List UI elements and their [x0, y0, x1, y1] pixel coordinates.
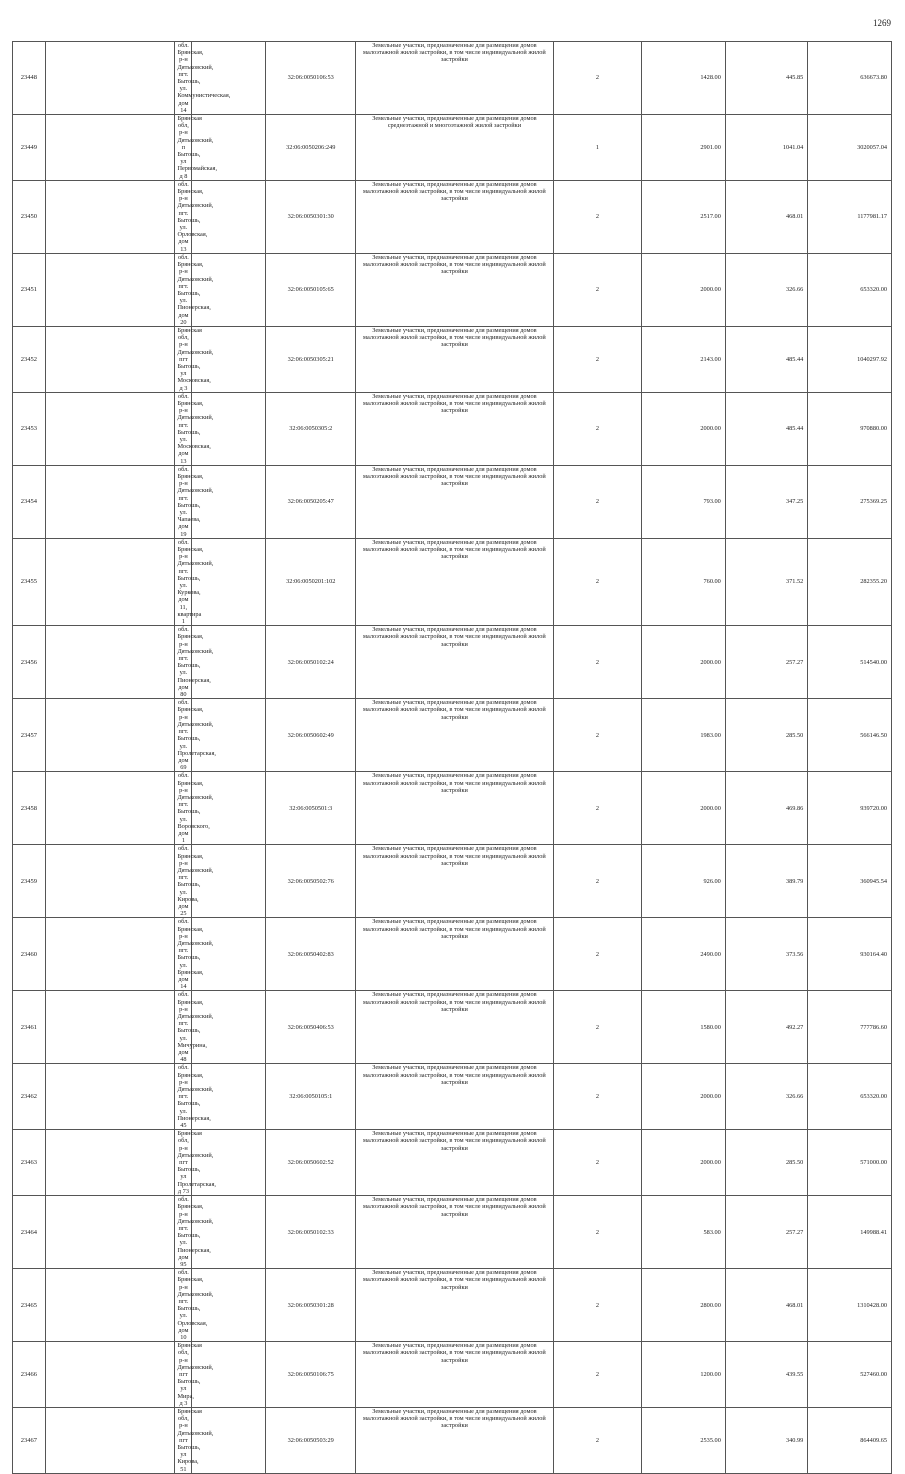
- empty-cell: [45, 42, 175, 115]
- row-cadastral-value: 571000.00: [808, 1130, 892, 1196]
- row-group-code: 2: [553, 845, 642, 918]
- row-land-purpose: Земельные участки, предназначенные для размещения домов малоэтажной жилой застройки, в том числе индивидуальной жилой застройки: [356, 1130, 554, 1196]
- row-cadastral-value: 970880.00: [808, 392, 892, 465]
- row-area: 583.00: [642, 1196, 726, 1269]
- row-group-code: 2: [553, 918, 642, 991]
- row-address: Брянская обл, р-н Дятьковский, пгт Бытошь, ул Московская, д 3: [175, 326, 192, 392]
- row-group-code: 2: [553, 1407, 642, 1473]
- row-group-code: 2: [553, 991, 642, 1064]
- empty-cell: [45, 626, 175, 699]
- row-address: обл. Брянская, р-н Дятьковский, пгт. Бытошь, ул. Пионерская, дом 20: [175, 253, 192, 326]
- row-id: 23452: [13, 326, 46, 392]
- row-land-purpose: Земельные участки, предназначенные для размещения домов малоэтажной жилой застройки, в том числе индивидуальной жилой застройки: [356, 326, 554, 392]
- empty-cell: [192, 1342, 266, 1408]
- empty-cell: [45, 1269, 175, 1342]
- row-address: обл. Брянская, р-н Дятьковский, пгт. Бытошь, ул. Орловская, дом 10: [175, 1269, 192, 1342]
- row-cadastral-value: 636673.80: [808, 42, 892, 115]
- row-cadastral-number: 32:06:0050406:53: [266, 991, 356, 1064]
- row-area: 1983.00: [642, 699, 726, 772]
- row-cadastral-number: 32:06:0050305:21: [266, 326, 356, 392]
- row-group-code: 2: [553, 465, 642, 538]
- row-cadastral-value: 275369.25: [808, 465, 892, 538]
- row-land-purpose: Земельные участки, предназначенные для размещения домов среднеэтажной и многоэтажной жилой застройки: [356, 115, 554, 181]
- row-address: Брянская обл, р-н Дятьковский, пгт Бытошь, ул Кирова, 51: [175, 1407, 192, 1473]
- row-specific-value: 485.44: [725, 392, 807, 465]
- row-address: обл. Брянская, р-н Дятьковский, пгт. Бытошь, ул. Мичурина, дом 48: [175, 991, 192, 1064]
- row-land-purpose: Земельные участки, предназначенные для размещения домов малоэтажной жилой застройки, в том числе индивидуальной жилой застройки: [356, 991, 554, 1064]
- row-id: 23467: [13, 1407, 46, 1473]
- row-cadastral-number: 32:06:0050102:33: [266, 1196, 356, 1269]
- row-group-code: 2: [553, 1130, 642, 1196]
- row-group-code: 2: [553, 1269, 642, 1342]
- row-cadastral-value: 527460.00: [808, 1342, 892, 1408]
- empty-cell: [45, 1342, 175, 1408]
- row-land-purpose: Земельные участки, предназначенные для размещения домов малоэтажной жилой застройки, в том числе индивидуальной жилой застройки: [356, 1196, 554, 1269]
- row-cadastral-value: 360945.54: [808, 845, 892, 918]
- row-cadastral-number: 32:06:0050205:47: [266, 465, 356, 538]
- table-row: [13, 538, 892, 625]
- row-group-code: 2: [553, 392, 642, 465]
- row-cadastral-number: 32:06:0050105:1: [266, 1064, 356, 1130]
- row-address: обл. Брянская, р-н Дятьковский, пгт. Бытошь, ул. Брянская, дом 14: [175, 918, 192, 991]
- empty-cell: [45, 180, 175, 253]
- empty-cell: [45, 1196, 175, 1269]
- row-cadastral-number: 32:06:0050206:249: [266, 115, 356, 181]
- row-area: 2535.00: [642, 1407, 726, 1473]
- row-address: обл. Брянская, р-н Дятьковский, пгт. Бытошь, ул. Куркова, дом 11, квартира 1: [175, 538, 192, 625]
- row-id: 23461: [13, 991, 46, 1064]
- row-group-code: 1: [553, 115, 642, 181]
- table-row: [13, 180, 892, 253]
- row-cadastral-number: 32:06:0050105:65: [266, 253, 356, 326]
- row-address: обл. Брянская, р-н Дятьковский, пгт. Бытошь, ул. Пионерская, дом 80: [175, 626, 192, 699]
- row-area: 2000.00: [642, 1064, 726, 1130]
- row-address: обл. Брянская, р-н Дятьковский, пгт. Бытошь, ул. Московская, дом 13: [175, 392, 192, 465]
- row-cadastral-number: 32:06:0050301:30: [266, 180, 356, 253]
- row-address: обл. Брянская, р-н Дятьковский, пгт. Бытошь, ул. Пролетарская, дом 69: [175, 699, 192, 772]
- row-id: 23466: [13, 1342, 46, 1408]
- row-land-purpose: Земельные участки, предназначенные для размещения домов малоэтажной жилой застройки, в том числе индивидуальной жилой застройки: [356, 1407, 554, 1473]
- row-specific-value: 326.66: [725, 253, 807, 326]
- row-id: 23450: [13, 180, 46, 253]
- row-cadastral-number: 32:06:0050305:2: [266, 392, 356, 465]
- row-address: Брянская обл, р-н Дятьковский, пгт Бытошь, ул Пролетарская, д 73: [175, 1130, 192, 1196]
- table-row: [13, 772, 892, 845]
- row-id: 23451: [13, 253, 46, 326]
- row-group-code: 2: [553, 1064, 642, 1130]
- row-group-code: 2: [553, 326, 642, 392]
- row-group-code: 2: [553, 1342, 642, 1408]
- row-group-code: 2: [553, 699, 642, 772]
- row-area: 2517.00: [642, 180, 726, 253]
- row-id: 23464: [13, 1196, 46, 1269]
- row-specific-value: 389.79: [725, 845, 807, 918]
- row-land-purpose: Земельные участки, предназначенные для размещения домов малоэтажной жилой застройки, в том числе индивидуальной жилой застройки: [356, 392, 554, 465]
- row-land-purpose: Земельные участки, предназначенные для размещения домов малоэтажной жилой застройки, в том числе индивидуальной жилой застройки: [356, 699, 554, 772]
- row-cadastral-value: 282355.20: [808, 538, 892, 625]
- table-body: [13, 42, 892, 1474]
- row-cadastral-number: 32:06:0050501:3: [266, 772, 356, 845]
- empty-cell: [45, 1130, 175, 1196]
- row-land-purpose: Земельные участки, предназначенные для размещения домов малоэтажной жилой застройки, в том числе индивидуальной жилой застройки: [356, 1269, 554, 1342]
- row-id: 23462: [13, 1064, 46, 1130]
- table-row: [13, 1407, 892, 1473]
- row-cadastral-number: 32:06:0050602:49: [266, 699, 356, 772]
- empty-cell: [45, 845, 175, 918]
- table-row: [13, 1342, 892, 1408]
- row-cadastral-value: 1177981.17: [808, 180, 892, 253]
- row-land-purpose: Земельные участки, предназначенные для размещения домов малоэтажной жилой застройки, в том числе индивидуальной жилой застройки: [356, 772, 554, 845]
- empty-cell: [45, 115, 175, 181]
- row-address: обл. Брянская, р-н Дятьковский, пгт. Бытошь, ул. Чапаева, дом 19: [175, 465, 192, 538]
- row-area: 926.00: [642, 845, 726, 918]
- table-row: [13, 1130, 892, 1196]
- row-address: обл. Брянская, р-н Дятьковский, пгт. Бытошь, ул. Пионерская, 45: [175, 1064, 192, 1130]
- row-specific-value: 285.50: [725, 699, 807, 772]
- row-area: 2000.00: [642, 253, 726, 326]
- row-specific-value: 347.25: [725, 465, 807, 538]
- row-cadastral-value: 939720.00: [808, 772, 892, 845]
- row-address: Брянская обл, р-н Дятьковский, пгт Бытошь, ул Мира, д 3: [175, 1342, 192, 1408]
- row-specific-value: 1041.04: [725, 115, 807, 181]
- table-row: [13, 1269, 892, 1342]
- row-area: 2490.00: [642, 918, 726, 991]
- row-id: 23465: [13, 1269, 46, 1342]
- row-id: 23458: [13, 772, 46, 845]
- row-area: 2800.00: [642, 1269, 726, 1342]
- row-cadastral-value: 1040297.92: [808, 326, 892, 392]
- row-cadastral-value: 653320.00: [808, 1064, 892, 1130]
- row-specific-value: 468.01: [725, 180, 807, 253]
- table-row: [13, 115, 892, 181]
- empty-cell: [45, 699, 175, 772]
- row-area: 2143.00: [642, 326, 726, 392]
- empty-cell: [45, 326, 175, 392]
- row-group-code: 2: [553, 42, 642, 115]
- table-row: [13, 42, 892, 115]
- row-group-code: 2: [553, 180, 642, 253]
- row-address: обл. Брянская, р-н Дятьковский, пгт. Бытошь, ул. Кирова, дом 25: [175, 845, 192, 918]
- row-land-purpose: Земельные участки, предназначенные для размещения домов малоэтажной жилой застройки, в том числе индивидуальной жилой застройки: [356, 538, 554, 625]
- row-id: 23457: [13, 699, 46, 772]
- row-cadastral-value: 149988.41: [808, 1196, 892, 1269]
- row-area: 1428.00: [642, 42, 726, 115]
- row-area: 2000.00: [642, 1130, 726, 1196]
- row-group-code: 2: [553, 1196, 642, 1269]
- row-specific-value: 468.01: [725, 1269, 807, 1342]
- table-row: [13, 991, 892, 1064]
- row-id: 23455: [13, 538, 46, 625]
- row-land-purpose: Земельные участки, предназначенные для размещения домов малоэтажной жилой застройки, в том числе индивидуальной жилой застройки: [356, 253, 554, 326]
- row-cadastral-number: 32:06:0050402:83: [266, 918, 356, 991]
- row-land-purpose: Земельные участки, предназначенные для размещения домов малоэтажной жилой застройки, в том числе индивидуальной жилой застройки: [356, 626, 554, 699]
- table-row: [13, 1196, 892, 1269]
- row-id: 23454: [13, 465, 46, 538]
- row-id: 23448: [13, 42, 46, 115]
- table-row: [13, 918, 892, 991]
- row-land-purpose: Земельные участки, предназначенные для размещения домов малоэтажной жилой застройки, в том числе индивидуальной жилой застройки: [356, 918, 554, 991]
- row-specific-value: 492.27: [725, 991, 807, 1064]
- table-row: [13, 1064, 892, 1130]
- row-cadastral-number: 32:06:0050102:24: [266, 626, 356, 699]
- table-row: [13, 845, 892, 918]
- row-id: 23453: [13, 392, 46, 465]
- row-cadastral-number: 32:06:0050106:75: [266, 1342, 356, 1408]
- row-specific-value: 257.27: [725, 626, 807, 699]
- row-id: 23449: [13, 115, 46, 181]
- row-id: 23459: [13, 845, 46, 918]
- empty-cell: [45, 918, 175, 991]
- row-land-purpose: Земельные участки, предназначенные для размещения домов малоэтажной жилой застройки, в том числе индивидуальной жилой застройки: [356, 845, 554, 918]
- empty-cell: [45, 538, 175, 625]
- empty-cell: [45, 253, 175, 326]
- row-group-code: 2: [553, 772, 642, 845]
- table-row: [13, 465, 892, 538]
- empty-cell: [45, 1064, 175, 1130]
- row-area: 2000.00: [642, 626, 726, 699]
- empty-cell: [45, 772, 175, 845]
- row-land-purpose: Земельные участки, предназначенные для размещения домов малоэтажной жилой застройки, в том числе индивидуальной жилой застройки: [356, 180, 554, 253]
- land-parcels-table: [12, 41, 892, 1474]
- row-area: 1200.00: [642, 1342, 726, 1408]
- row-address: обл. Брянская, р-н Дятьковский, пгт. Бытошь, ул. Орловская, дом 13: [175, 180, 192, 253]
- empty-cell: [45, 1407, 175, 1473]
- row-address: обл. Брянская, р-н Дятьковский, пгт. Бытошь, ул. Воровского, дом 1: [175, 772, 192, 845]
- row-specific-value: 439.55: [725, 1342, 807, 1408]
- empty-cell: [45, 392, 175, 465]
- table-row: [13, 626, 892, 699]
- row-specific-value: 257.27: [725, 1196, 807, 1269]
- row-specific-value: 445.85: [725, 42, 807, 115]
- row-area: 2000.00: [642, 392, 726, 465]
- row-land-purpose: Земельные участки, предназначенные для размещения домов малоэтажной жилой застройки, в том числе индивидуальной жилой застройки: [356, 1342, 554, 1408]
- row-cadastral-value: 653320.00: [808, 253, 892, 326]
- row-address: обл. Брянская, р-н Дятьковский, пгт. Бытошь, ул. Коммунистическая, дом 14: [175, 42, 192, 115]
- row-area: 2000.00: [642, 772, 726, 845]
- empty-cell: [45, 991, 175, 1064]
- table-row: [13, 326, 892, 392]
- row-specific-value: 469.86: [725, 772, 807, 845]
- row-group-code: 2: [553, 538, 642, 625]
- row-group-code: 2: [553, 253, 642, 326]
- table-row: [13, 392, 892, 465]
- empty-cell: [45, 465, 175, 538]
- row-cadastral-value: 777786.60: [808, 991, 892, 1064]
- row-cadastral-value: 1310428.00: [808, 1269, 892, 1342]
- table-row: [13, 253, 892, 326]
- row-specific-value: 485.44: [725, 326, 807, 392]
- row-area: 760.00: [642, 538, 726, 625]
- page-number: 1269: [873, 18, 891, 28]
- row-cadastral-value: 514540.00: [808, 626, 892, 699]
- row-cadastral-value: 864409.65: [808, 1407, 892, 1473]
- row-id: 23460: [13, 918, 46, 991]
- row-specific-value: 371.52: [725, 538, 807, 625]
- row-cadastral-number: 32:06:0050502:76: [266, 845, 356, 918]
- row-specific-value: 373.56: [725, 918, 807, 991]
- row-id: 23456: [13, 626, 46, 699]
- row-id: 23463: [13, 1130, 46, 1196]
- row-specific-value: 340.99: [725, 1407, 807, 1473]
- row-cadastral-number: 32:06:0050602:52: [266, 1130, 356, 1196]
- table-row: [13, 699, 892, 772]
- row-address: Брянская обл, р-н Дятьковский, п Бытошь, ул Первомайская, д 8: [175, 115, 192, 181]
- row-cadastral-value: 930164.40: [808, 918, 892, 991]
- row-land-purpose: Земельные участки, предназначенные для размещения домов малоэтажной жилой застройки, в том числе индивидуальной жилой застройки: [356, 1064, 554, 1130]
- empty-cell: [192, 1407, 266, 1473]
- row-group-code: 2: [553, 626, 642, 699]
- row-specific-value: 285.50: [725, 1130, 807, 1196]
- row-area: 2901.00: [642, 115, 726, 181]
- row-cadastral-number: 32:06:0050301:28: [266, 1269, 356, 1342]
- row-land-purpose: Земельные участки, предназначенные для размещения домов малоэтажной жилой застройки, в том числе индивидуальной жилой застройки: [356, 465, 554, 538]
- row-cadastral-number: 32:06:0050503:29: [266, 1407, 356, 1473]
- row-specific-value: 326.66: [725, 1064, 807, 1130]
- row-cadastral-number: 32:06:0050106:53: [266, 42, 356, 115]
- row-area: 793.00: [642, 465, 726, 538]
- row-area: 1580.00: [642, 991, 726, 1064]
- row-cadastral-number: 32:06:0050201:102: [266, 538, 356, 625]
- row-cadastral-value: 566146.50: [808, 699, 892, 772]
- row-address: обл. Брянская, р-н Дятьковский, пгт. Бытошь, ул. Пионерская, дом 95: [175, 1196, 192, 1269]
- row-cadastral-value: 3020057.04: [808, 115, 892, 181]
- row-land-purpose: Земельные участки, предназначенные для размещения домов малоэтажной жилой застройки, в том числе индивидуальной жилой застройки: [356, 42, 554, 115]
